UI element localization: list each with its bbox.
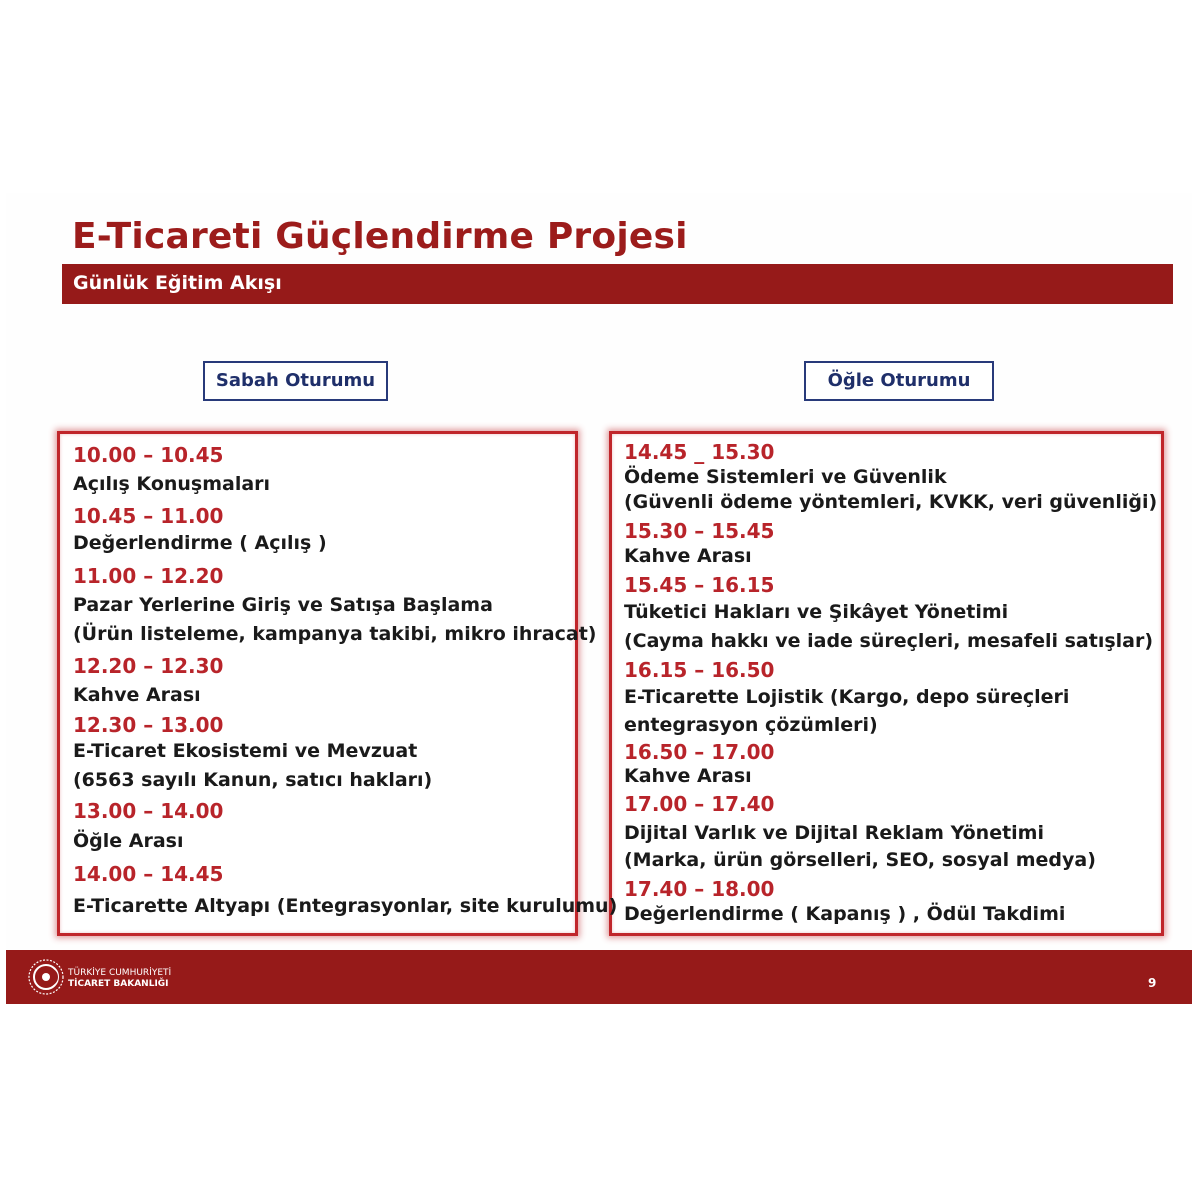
morning-time-slot: 13.00 – 14.00 bbox=[73, 799, 224, 823]
morning-time-slot: 14.00 – 14.45 bbox=[73, 862, 224, 886]
afternoon-activity: entegrasyon çözümleri) bbox=[624, 714, 878, 736]
morning-time-slot: 10.00 – 10.45 bbox=[73, 443, 224, 467]
slide-title: E-Ticareti Güçlendirme Projesi bbox=[72, 216, 688, 257]
morning-activity: Öğle Arası bbox=[73, 830, 184, 852]
afternoon-activity: Tüketici Hakları ve Şikâyet Yönetimi bbox=[624, 601, 1009, 623]
morning-activity: E-Ticaret Ekosistemi ve Mevzuat bbox=[73, 740, 418, 762]
morning-activity: Değerlendirme ( Açılış ) bbox=[73, 532, 327, 554]
afternoon-time-slot: 16.50 – 17.00 bbox=[624, 740, 775, 764]
morning-activity: Kahve Arası bbox=[73, 684, 201, 706]
afternoon-activity: (Marka, ürün görselleri, SEO, sosyal medya) bbox=[624, 849, 1096, 871]
afternoon-time-slot: 15.45 – 16.15 bbox=[624, 573, 775, 597]
morning-activity: Pazar Yerlerine Giriş ve Satışa Başlama bbox=[73, 594, 493, 616]
afternoon-activity: Kahve Arası bbox=[624, 765, 752, 787]
subtitle-bar bbox=[62, 264, 1173, 304]
ministry-logo-icon bbox=[26, 957, 66, 997]
afternoon-time-slot: 17.00 – 17.40 bbox=[624, 792, 775, 816]
slide-subtitle: Günlük Eğitim Akışı bbox=[73, 272, 282, 294]
org-line-2: TİCARET BAKANLIĞI bbox=[68, 979, 169, 989]
morning-session-label: Sabah Oturumu bbox=[203, 361, 388, 401]
organization-name bbox=[68, 968, 171, 990]
page-number: 9 bbox=[1148, 976, 1157, 990]
afternoon-activity: Ödeme Sistemleri ve Güvenlik bbox=[624, 466, 947, 488]
afternoon-session-label: Öğle Oturumu bbox=[804, 361, 994, 401]
morning-time-slot: 10.45 – 11.00 bbox=[73, 504, 224, 528]
afternoon-activity: Değerlendirme ( Kapanış ) , Ödül Takdimi bbox=[624, 903, 1066, 925]
afternoon-time-slot: 14.45 _ 15.30 bbox=[624, 440, 775, 464]
morning-time-slot: 11.00 – 12.20 bbox=[73, 564, 224, 588]
morning-activity: E-Ticarette Altyapı (Entegrasyonlar, site kurulumu) bbox=[73, 895, 618, 917]
afternoon-activity: E-Ticarette Lojistik (Kargo, depo süreçleri bbox=[624, 686, 1070, 708]
footer-bar bbox=[6, 950, 1192, 1004]
morning-time-slot: 12.30 – 13.00 bbox=[73, 713, 224, 737]
afternoon-time-slot: 15.30 – 15.45 bbox=[624, 519, 775, 543]
afternoon-time-slot: 16.15 – 16.50 bbox=[624, 658, 775, 682]
org-line-1: TÜRKİYE CUMHURİYETİ bbox=[68, 968, 172, 978]
morning-activity: (Ürün listeleme, kampanya takibi, mikro ihracat) bbox=[73, 623, 597, 645]
morning-activity: Açılış Konuşmaları bbox=[73, 473, 271, 495]
afternoon-activity: Kahve Arası bbox=[624, 545, 752, 567]
morning-activity: (6563 sayılı Kanun, satıcı hakları) bbox=[73, 769, 433, 791]
afternoon-activity: (Cayma hakkı ve iade süreçleri, mesafeli satışlar) bbox=[624, 630, 1154, 652]
afternoon-activity: (Güvenli ödeme yöntemleri, KVKK, veri güvenliği) bbox=[624, 491, 1158, 513]
afternoon-time-slot: 17.40 – 18.00 bbox=[624, 877, 775, 901]
morning-time-slot: 12.20 – 12.30 bbox=[73, 654, 224, 678]
afternoon-activity: Dijital Varlık ve Dijital Reklam Yönetimi bbox=[624, 822, 1044, 844]
